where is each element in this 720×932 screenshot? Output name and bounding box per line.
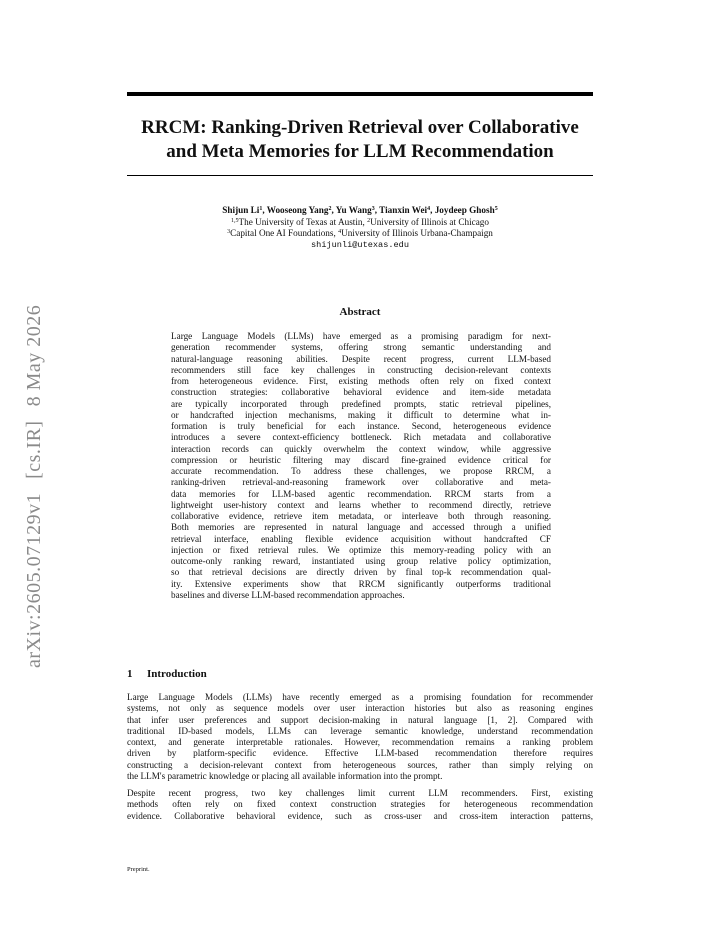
text-line: Both memories are represented in natural language and accessed through a unified bbox=[171, 522, 551, 533]
text-line: ranking-driven retrieval-and-reasoning framework over collaborative and meta- bbox=[171, 477, 551, 488]
author-name: Shijun Li bbox=[222, 205, 260, 215]
abstract-heading: Abstract bbox=[339, 306, 381, 318]
author-sup: 5 bbox=[494, 206, 498, 212]
section-title: Introduction bbox=[147, 668, 207, 680]
author-name: Tianxin Wei bbox=[379, 205, 428, 215]
paper-title bbox=[120, 116, 600, 164]
author-email: shijunli@utexas.edu bbox=[311, 239, 409, 250]
text-line: Large Language Models (LLMs) have recently emerged as a promising foundation for recommender bbox=[127, 692, 593, 702]
text-line: natural-language reasoning abilities. Despite recent progress, current LLM-based bbox=[171, 353, 551, 364]
text-line: formation is truly beneficial for each instance. Second, heterogeneous evidence bbox=[171, 421, 551, 431]
text-line: ity. Extensive experiments show that RRCM significantly outperforms traditional bbox=[171, 578, 551, 589]
arxiv-category: [cs.IR] bbox=[23, 420, 45, 479]
text-line: context, and generate interpretable rationales. However, recommendation remains a ranking problem bbox=[127, 737, 593, 747]
section-heading-introduction bbox=[127, 668, 207, 680]
author-sup: 3 bbox=[371, 206, 375, 212]
affiliation: University of Illinois at Chicago bbox=[370, 216, 489, 227]
affiliation-line-1 bbox=[120, 217, 600, 229]
text-line: Large Language Models (LLMs) have emerged as a promising paradigm for next- bbox=[171, 331, 551, 341]
author-name: Yu Wang bbox=[335, 205, 372, 215]
text-line: baselines and diverse LLM-based recommendation approaches. bbox=[171, 589, 405, 600]
title-top-rule bbox=[127, 92, 593, 96]
section-number: 1 bbox=[127, 668, 133, 680]
text-line: retrieval interface, enabling flexible evidence acquisition without handcrafted CF bbox=[171, 533, 551, 544]
author-name: Wooseong Yang bbox=[266, 205, 329, 215]
text-line: or handcrafted injection mechanisms, making it difficult to determine what in- bbox=[171, 409, 551, 420]
text-line: lightweight user-history context and learns whether to recommend directly, retrieve bbox=[171, 499, 551, 510]
author-names: Shijun Li$^1$, Wooseong Yang$^2$, Yu Wang$^3$, Tianxin Wei$^4$, Joydeep Ghosh$^5$ bbox=[222, 205, 498, 215]
text-line: collaborative evidence, retrieve item metadata, or interleave both through reasoning. bbox=[171, 511, 551, 521]
text-line: constructing a decision-relevant context from heterogeneous sources, rather than simply relying on bbox=[127, 759, 593, 770]
author-block bbox=[120, 205, 600, 251]
title-line-1: RRCM: Ranking-Driven Retrieval over Collaborative bbox=[141, 117, 579, 138]
affiliation: The University of Texas at Austin, bbox=[238, 216, 365, 227]
text-line: Despite recent progress, two key challenges limit current LLM recommenders. First, existing bbox=[127, 788, 593, 798]
abstract-body bbox=[171, 331, 551, 601]
text-line: data memories for LLM-based agentic recommendation. RRCM starts from a bbox=[171, 488, 551, 499]
title-bottom-rule bbox=[127, 175, 593, 176]
intro-paragraph-1 bbox=[127, 692, 593, 782]
affiliation-line-2 bbox=[120, 228, 600, 240]
title-line-2: and Meta Memories for LLM Recommendation bbox=[166, 141, 554, 162]
author-sup: 2 bbox=[328, 206, 332, 212]
author-sup: 4 bbox=[427, 206, 431, 212]
arxiv-date: 8 May 2026 bbox=[23, 304, 45, 407]
text-line: generation recommender systems, offering strong semantic understanding and bbox=[171, 342, 551, 353]
affiliation: University of Illinois Urbana-Champaign bbox=[341, 228, 493, 238]
arxiv-id: arXiv:2605.07129v1 bbox=[23, 492, 45, 668]
introduction-body bbox=[127, 692, 593, 822]
text-line: systems, not only as sequence models over user interaction histories but also as reasoning engines bbox=[127, 703, 593, 714]
text-line: the LLM's parametric knowledge or placing all available information into the prompt. bbox=[127, 770, 443, 781]
text-line: that infer user preferences and support decision-making in natural language [1, 2]. Compared with bbox=[127, 714, 593, 725]
text-line: are typically incorporated through predefined prompts, static retrieval pipelines, bbox=[171, 398, 551, 409]
text-line: recommenders still face key challenges in constructing decision-relevant contexts bbox=[171, 364, 551, 375]
affiliation-sup: 4 bbox=[338, 229, 342, 235]
text-line: evidence. Collaborative behavioral evidence, such as cross-user and cross-item interaction patterns, bbox=[127, 810, 593, 821]
preprint-footnote: Preprint. bbox=[127, 866, 150, 873]
affiliation-sup: 3 bbox=[227, 229, 231, 235]
text-line: methods often rely on fixed context construction strategies for heterogeneous recommendation bbox=[127, 799, 593, 810]
intro-paragraph-2 bbox=[127, 788, 593, 822]
affiliation-sup: 1,5 bbox=[231, 217, 239, 224]
affiliation: Capital One AI Foundations, bbox=[230, 228, 336, 238]
text-line: from heterogeneous evidence. First, existing methods often rely on fixed context bbox=[171, 376, 551, 386]
author-sup: 1 bbox=[259, 206, 263, 212]
text-line: introduces a severe context-efficiency bottleneck. Rich metadata and collaborative bbox=[171, 432, 551, 443]
affiliation-sup: 2 bbox=[367, 217, 371, 224]
text-line: accurate recommendation. To address these challenges, we propose RRCM, a bbox=[171, 466, 551, 476]
text-line: compression or heuristic filtering may discard fine-grained evidence critical for bbox=[171, 454, 551, 465]
text-line: interaction records can quickly overwhelm the context window, while aggressive bbox=[171, 443, 551, 454]
text-line: so that retrieval decisions are directly driven by final top-k recommendation qual- bbox=[171, 567, 551, 578]
author-name: Joydeep Ghosh bbox=[434, 205, 495, 215]
text-line: injection or fixed retrieval rules. We optimize this memory-reading policy with an bbox=[171, 544, 551, 555]
text-line: traditional ID-based models, LLMs can leverage semantic knowledge, understand recommendation bbox=[127, 725, 593, 736]
text-line: construction strategies: collaborative behavioral evidence and item-side metadata bbox=[171, 387, 551, 398]
text-line: outcome-only ranking reward, instantiated using group relative policy optimization, bbox=[171, 556, 551, 566]
text-line: driven by platform-specific evidence. Effective LLM-based recommendation therefore requires bbox=[127, 748, 593, 759]
arxiv-stamp bbox=[23, 291, 46, 668]
